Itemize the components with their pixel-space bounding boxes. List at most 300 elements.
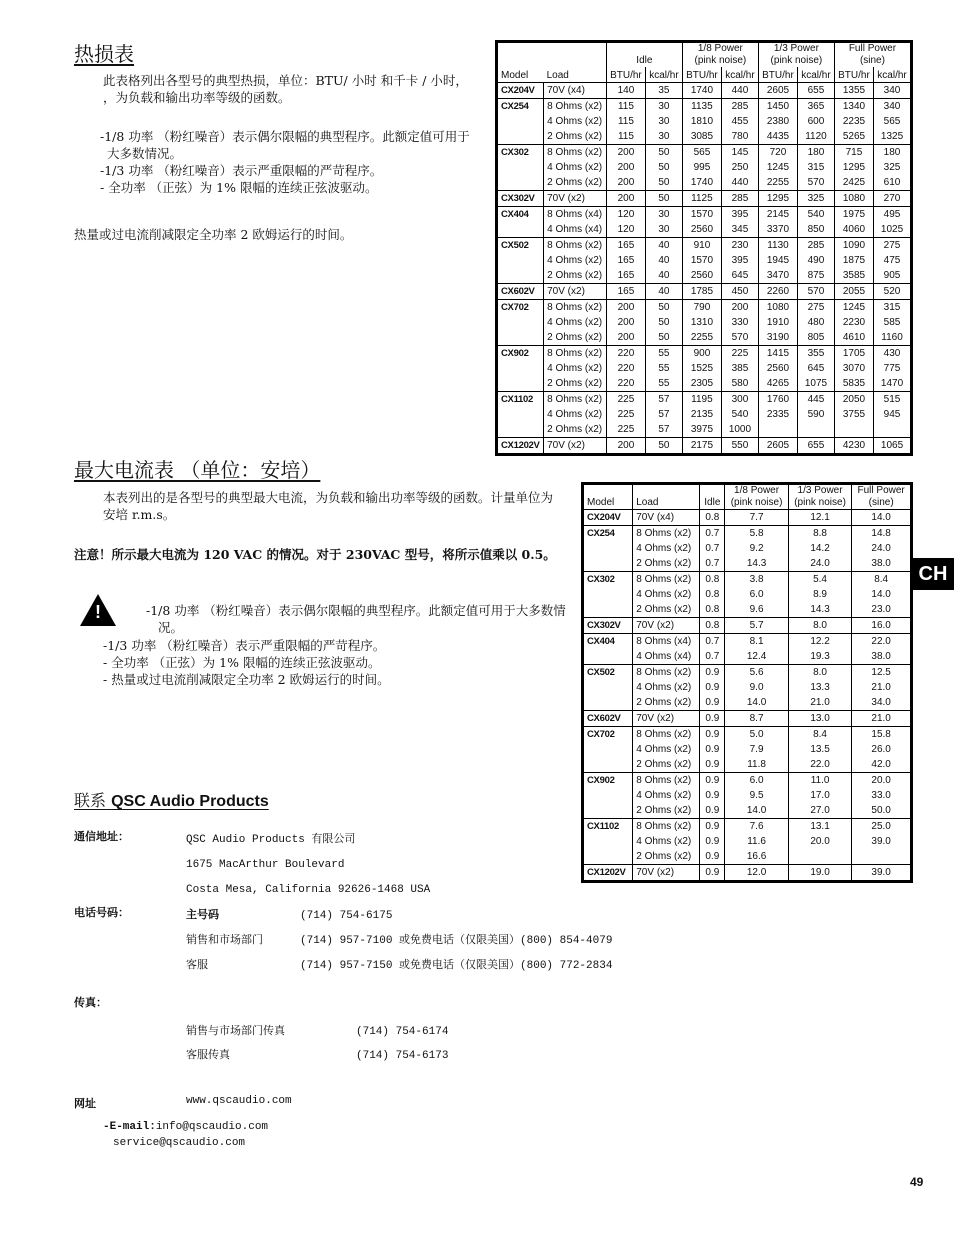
value-cell: 13.5: [788, 742, 851, 757]
model-cell: [584, 788, 633, 803]
value-cell: 50: [645, 175, 682, 191]
value-cell: 520: [874, 284, 910, 300]
value-cell: 50: [645, 300, 682, 316]
load-cell: 8 Ohms (x2): [633, 572, 700, 588]
load-cell: 4 Ohms (x2): [544, 160, 607, 175]
table-row: [498, 222, 910, 238]
value-cell: 315: [874, 300, 910, 316]
address-line: QSC Audio Products 有限公司: [186, 834, 356, 846]
value-cell: 26.0: [852, 742, 910, 757]
value-cell: 0.9: [700, 727, 725, 743]
value-cell: 1760: [758, 392, 797, 408]
value-cell: 1705: [834, 346, 873, 362]
value-cell: 590: [798, 407, 835, 422]
value-cell: 395: [722, 253, 759, 268]
load-cell: 2 Ohms (x2): [544, 330, 607, 346]
load-cell: 8 Ohms (x2): [544, 392, 607, 408]
value-cell: 610: [874, 175, 910, 191]
value-cell: 200: [606, 191, 645, 207]
value-cell: 5.7: [725, 618, 788, 634]
value-cell: 0.9: [700, 695, 725, 711]
value-cell: 50: [645, 160, 682, 175]
load-cell: 2 Ohms (x2): [544, 268, 607, 284]
value-cell: 200: [606, 315, 645, 330]
value-cell: 715: [834, 145, 873, 161]
value-cell: 19.0: [788, 865, 851, 881]
value-cell: 13.1: [788, 819, 851, 835]
col-kcal: kcal/hr: [722, 67, 759, 83]
value-cell: 340: [874, 83, 910, 99]
value-cell: 42.0: [852, 757, 910, 773]
col-btu: BTU/hr: [682, 67, 721, 83]
value-cell: 300: [722, 392, 759, 408]
value-cell: 4060: [834, 222, 873, 238]
value-cell: 115: [606, 99, 645, 115]
value-cell: 1910: [758, 315, 797, 330]
col-load: Load: [546, 70, 569, 81]
value-cell: 23.0: [852, 602, 910, 618]
model-cell: [498, 160, 544, 175]
value-cell: 40: [645, 238, 682, 254]
load-cell: 2 Ohms (x2): [633, 556, 700, 572]
value-cell: 40: [645, 268, 682, 284]
value-cell: 145: [722, 145, 759, 161]
value-cell: 1130: [758, 238, 797, 254]
table-row: [584, 757, 910, 773]
value-cell: 9.2: [725, 541, 788, 556]
table-row: [584, 819, 910, 835]
load-cell: 70V (x2): [544, 438, 607, 454]
value-cell: 1975: [834, 207, 873, 223]
value-cell: 345: [722, 222, 759, 238]
value-cell: 6.0: [725, 773, 788, 789]
model-cell: CX302V: [584, 618, 633, 634]
value-cell: 385: [722, 361, 759, 376]
table-row: [498, 284, 910, 300]
load-cell: 4 Ohms (x2): [544, 114, 607, 129]
value-cell: 115: [606, 114, 645, 129]
table-row: [498, 422, 910, 438]
value-cell: 35: [645, 83, 682, 99]
value-cell: 12.5: [852, 665, 910, 681]
value-cell: 540: [798, 207, 835, 223]
value-cell: 200: [606, 175, 645, 191]
address-block: [186, 828, 430, 903]
model-cell: CX702: [498, 300, 544, 316]
table-row: [584, 727, 910, 743]
load-cell: 2 Ohms (x2): [633, 757, 700, 773]
heat-note: -1/8 功率 （粉红噪音）表示偶尔限幅的典型程序。此额定值可用于大多数情况。: [100, 129, 470, 161]
fax-block: [186, 1020, 448, 1068]
load-cell: 8 Ohms (x2): [633, 773, 700, 789]
col-load: Load: [633, 485, 700, 510]
value-cell: 14.0: [852, 587, 910, 602]
table-row: [498, 145, 910, 161]
value-cell: 12.0: [725, 865, 788, 881]
table-row: [584, 634, 910, 650]
value-cell: 1470: [874, 376, 910, 392]
value-cell: 0.7: [700, 556, 725, 572]
load-cell: 4 Ohms (x4): [633, 649, 700, 665]
value-cell: 12.4: [725, 649, 788, 665]
heat-extra-note: 热量或过电流削减限定全功率 2 欧姆运行的时间。: [74, 227, 353, 242]
table-row: [498, 253, 910, 268]
model-cell: [498, 330, 544, 346]
table-row: [584, 695, 910, 711]
value-cell: 0.9: [700, 711, 725, 727]
value-cell: 2335: [758, 407, 797, 422]
table-row: [584, 711, 910, 727]
model-cell: [584, 556, 633, 572]
load-cell: 70V (x2): [544, 284, 607, 300]
model-cell: [584, 541, 633, 556]
value-cell: 55: [645, 346, 682, 362]
col-kcal: kcal/hr: [798, 67, 835, 83]
model-cell: [498, 253, 544, 268]
value-cell: 20.0: [852, 773, 910, 789]
value-cell: 6.0: [725, 587, 788, 602]
value-cell: 5835: [834, 376, 873, 392]
value-cell: 11.0: [788, 773, 851, 789]
model-cell: CX254: [584, 526, 633, 542]
current-table-frame: [581, 482, 913, 883]
value-cell: 0.9: [700, 742, 725, 757]
value-cell: 19.3: [788, 649, 851, 665]
value-cell: 13.0: [788, 711, 851, 727]
value-cell: 3470: [758, 268, 797, 284]
value-cell: 4610: [834, 330, 873, 346]
web-link[interactable]: www.qscaudio.com: [186, 1095, 292, 1107]
value-cell: 0.9: [700, 834, 725, 849]
current-caution: 注意！所示最大电流为 120 VAC 的情况。对于 230VAC 型号，将所示值乘以 0.5。: [74, 547, 556, 562]
current-intro: 本表列出的是各型号的典型最大电流，为负载和输出功率等级的函数。计量单位为安培 r.m.s。: [103, 490, 554, 522]
col-full-power: Full Power (sine): [834, 43, 910, 67]
value-cell: 900: [682, 346, 721, 362]
load-cell: 2 Ohms (x2): [633, 695, 700, 711]
value-cell: 9.5: [725, 788, 788, 803]
value-cell: 0.9: [700, 849, 725, 865]
value-cell: 140: [606, 83, 645, 99]
table-row: [498, 392, 910, 408]
table-row: [498, 207, 910, 223]
load-cell: 2 Ohms (x2): [633, 849, 700, 865]
value-cell: 50: [645, 145, 682, 161]
value-cell: 945: [874, 407, 910, 422]
table-row: [498, 315, 910, 330]
value-cell: 480: [798, 315, 835, 330]
language-tab: CH: [912, 558, 954, 590]
value-cell: 5265: [834, 129, 873, 145]
model-cell: [584, 680, 633, 695]
value-cell: 225: [722, 346, 759, 362]
table-row: [584, 602, 910, 618]
value-cell: 0.8: [700, 510, 725, 526]
page-number: 49: [910, 1175, 924, 1189]
load-cell: 70V (x4): [633, 510, 700, 526]
table-row: [498, 361, 910, 376]
table-row: [498, 191, 910, 207]
model-cell: CX1102: [584, 819, 633, 835]
load-cell: 4 Ohms (x2): [544, 253, 607, 268]
value-cell: 515: [874, 392, 910, 408]
load-cell: 2 Ohms (x2): [544, 129, 607, 145]
value-cell: 16.6: [725, 849, 788, 865]
load-cell: 8 Ohms (x4): [544, 207, 607, 223]
value-cell: 1415: [758, 346, 797, 362]
table-row: [498, 83, 910, 99]
value-cell: 440: [722, 175, 759, 191]
value-cell: 1525: [682, 361, 721, 376]
value-cell: 16.0: [852, 618, 910, 634]
value-cell: 11.6: [725, 834, 788, 849]
model-cell: [498, 222, 544, 238]
value-cell: 50: [645, 315, 682, 330]
table-row: [584, 803, 910, 819]
value-cell: 315: [798, 160, 835, 175]
model-cell: CX502: [498, 238, 544, 254]
load-cell: 4 Ohms (x2): [544, 315, 607, 330]
value-cell: 225: [606, 422, 645, 438]
value-cell: 355: [798, 346, 835, 362]
current-note: -1/8 功率 （粉红噪音）表示偶尔限幅的典型程序。此额定值可用于大多数情况。: [146, 603, 566, 635]
contact-title: 联系 QSC Audio Products: [74, 791, 269, 810]
model-cell: [498, 175, 544, 191]
model-cell: CX902: [498, 346, 544, 362]
model-cell: CX502: [584, 665, 633, 681]
value-cell: 1080: [834, 191, 873, 207]
warning-icon: !: [80, 594, 116, 626]
heat-title: 热损表: [74, 42, 134, 66]
value-cell: 34.0: [852, 695, 910, 711]
phone-label: 电话号码：: [74, 908, 129, 920]
value-cell: 5.8: [725, 526, 788, 542]
value-cell: 8.7: [725, 711, 788, 727]
address-line: Costa Mesa, California 92626-1468 USA: [186, 884, 431, 896]
value-cell: 225: [606, 407, 645, 422]
fax-number: (714) 754-6173: [356, 1050, 449, 1062]
value-cell: [852, 849, 910, 865]
table-row: [498, 330, 910, 346]
model-cell: [584, 695, 633, 711]
col-btu: BTU/hr: [834, 67, 873, 83]
load-cell: 4 Ohms (x2): [633, 834, 700, 849]
fax-type: 客服传真: [186, 1050, 230, 1062]
value-cell: 3370: [758, 222, 797, 238]
value-cell: 27.0: [788, 803, 851, 819]
value-cell: 57: [645, 422, 682, 438]
value-cell: 0.8: [700, 587, 725, 602]
value-cell: 2560: [682, 268, 721, 284]
value-cell: 1135: [682, 99, 721, 115]
value-cell: 225: [606, 392, 645, 408]
load-cell: 2 Ohms (x2): [633, 602, 700, 618]
value-cell: 285: [722, 191, 759, 207]
address-label: 通信地址：: [74, 832, 129, 844]
heat-table: [498, 43, 910, 453]
table-row: [584, 773, 910, 789]
value-cell: 220: [606, 376, 645, 392]
value-cell: 655: [798, 438, 835, 454]
value-cell: 3975: [682, 422, 721, 438]
value-cell: 0.9: [700, 665, 725, 681]
email-link[interactable]: info@qscaudio.com: [155, 1121, 269, 1133]
value-cell: 9.0: [725, 680, 788, 695]
value-cell: 2255: [682, 330, 721, 346]
value-cell: 5.4: [788, 572, 851, 588]
table-row: [498, 407, 910, 422]
value-cell: 2305: [682, 376, 721, 392]
value-cell: 57: [645, 392, 682, 408]
value-cell: 645: [798, 361, 835, 376]
value-cell: 1125: [682, 191, 721, 207]
model-cell: CX602V: [498, 284, 544, 300]
table-row: [584, 526, 910, 542]
value-cell: 490: [798, 253, 835, 268]
load-cell: 4 Ohms (x2): [633, 742, 700, 757]
model-cell: CX302: [498, 145, 544, 161]
current-notes-rest: [103, 637, 563, 688]
load-cell: 70V (x2): [544, 191, 607, 207]
load-cell: 8 Ohms (x2): [544, 99, 607, 115]
col-full-power: Full Power (sine): [852, 485, 910, 510]
load-cell: 70V (x4): [544, 83, 607, 99]
load-cell: 8 Ohms (x4): [633, 634, 700, 650]
value-cell: 325: [798, 191, 835, 207]
value-cell: 3.8: [725, 572, 788, 588]
value-cell: 285: [798, 238, 835, 254]
value-cell: 30: [645, 99, 682, 115]
current-note: -1/3 功率 （粉红噪音）表示严重限幅的严苛程序。: [103, 638, 386, 653]
table-row: [584, 649, 910, 665]
value-cell: 1740: [682, 83, 721, 99]
value-cell: 220: [606, 361, 645, 376]
value-cell: 165: [606, 268, 645, 284]
table-row: [498, 438, 910, 454]
load-cell: 4 Ohms (x2): [633, 587, 700, 602]
value-cell: 200: [606, 438, 645, 454]
value-cell: 1000: [722, 422, 759, 438]
value-cell: 8.0: [788, 618, 851, 634]
table-row: [584, 834, 910, 849]
value-cell: 14.0: [725, 803, 788, 819]
value-cell: 275: [874, 238, 910, 254]
value-cell: 0.9: [700, 819, 725, 835]
phone-block: [186, 904, 612, 979]
value-cell: 38.0: [852, 649, 910, 665]
load-cell: 8 Ohms (x2): [633, 727, 700, 743]
value-cell: 115: [606, 129, 645, 145]
load-cell: 2 Ohms (x2): [633, 803, 700, 819]
model-cell: [584, 803, 633, 819]
value-cell: 50: [645, 191, 682, 207]
value-cell: 14.8: [852, 526, 910, 542]
load-cell: 2 Ohms (x2): [544, 422, 607, 438]
load-cell: 4 Ohms (x2): [633, 788, 700, 803]
value-cell: 1785: [682, 284, 721, 300]
value-cell: 13.3: [788, 680, 851, 695]
model-cell: [498, 407, 544, 422]
model-cell: CX1202V: [584, 865, 633, 881]
value-cell: 2050: [834, 392, 873, 408]
value-cell: 580: [722, 376, 759, 392]
value-cell: 11.8: [725, 757, 788, 773]
table-row: [584, 865, 910, 881]
value-cell: 1295: [834, 160, 873, 175]
table-row: [584, 587, 910, 602]
phone-number: (714) 957-7100 或免费电话（仅限美国）(800) 854-4079: [300, 935, 613, 947]
value-cell: 1090: [834, 238, 873, 254]
phone-type: 销售和市场部门: [186, 935, 263, 947]
table-row: [584, 665, 910, 681]
table-row: [498, 129, 910, 145]
table-row: [498, 175, 910, 191]
value-cell: 14.2: [788, 541, 851, 556]
load-cell: 4 Ohms (x2): [633, 680, 700, 695]
load-cell: 2 Ohms (x2): [544, 175, 607, 191]
value-cell: 1340: [834, 99, 873, 115]
value-cell: 230: [722, 238, 759, 254]
current-note: - 热量或过电流削减限定全功率 2 欧姆运行的时间。: [103, 672, 390, 687]
address-line: 1675 MacArthur Boulevard: [186, 859, 345, 871]
value-cell: 570: [798, 175, 835, 191]
model-cell: [498, 129, 544, 145]
model-cell: [498, 422, 544, 438]
value-cell: 440: [722, 83, 759, 99]
table-row: [498, 238, 910, 254]
model-cell: [584, 602, 633, 618]
value-cell: 0.7: [700, 649, 725, 665]
value-cell: 600: [798, 114, 835, 129]
value-cell: 165: [606, 253, 645, 268]
value-cell: 24.0: [788, 556, 851, 572]
value-cell: 565: [874, 114, 910, 129]
value-cell: 8.4: [788, 727, 851, 743]
value-cell: 2255: [758, 175, 797, 191]
value-cell: 780: [722, 129, 759, 145]
value-cell: 475: [874, 253, 910, 268]
table-row: [584, 742, 910, 757]
value-cell: 55: [645, 376, 682, 392]
value-cell: 5.0: [725, 727, 788, 743]
value-cell: 455: [722, 114, 759, 129]
load-cell: 4 Ohms (x2): [633, 541, 700, 556]
value-cell: 7.7: [725, 510, 788, 526]
value-cell: 8.0: [788, 665, 851, 681]
value-cell: 4435: [758, 129, 797, 145]
value-cell: 430: [874, 346, 910, 362]
value-cell: 38.0: [852, 556, 910, 572]
value-cell: 2175: [682, 438, 721, 454]
table-row: [584, 572, 910, 588]
heat-note: -1/3 功率 （粉红噪音）表示严重限幅的严苛程序。: [100, 163, 383, 178]
value-cell: 790: [682, 300, 721, 316]
model-cell: [584, 587, 633, 602]
load-cell: 8 Ohms (x2): [544, 300, 607, 316]
value-cell: 1295: [758, 191, 797, 207]
value-cell: 21.0: [852, 680, 910, 695]
value-cell: 22.0: [788, 757, 851, 773]
email-link[interactable]: service@qscaudio.com: [113, 1137, 246, 1149]
value-cell: 565: [682, 145, 721, 161]
value-cell: 805: [798, 330, 835, 346]
value-cell: 20.0: [788, 834, 851, 849]
value-cell: 2560: [758, 361, 797, 376]
table-row: [498, 268, 910, 284]
phone-type: 主号码: [186, 910, 219, 922]
value-cell: 1740: [682, 175, 721, 191]
web-label: 网址: [74, 1099, 96, 1111]
table-row: [584, 680, 910, 695]
